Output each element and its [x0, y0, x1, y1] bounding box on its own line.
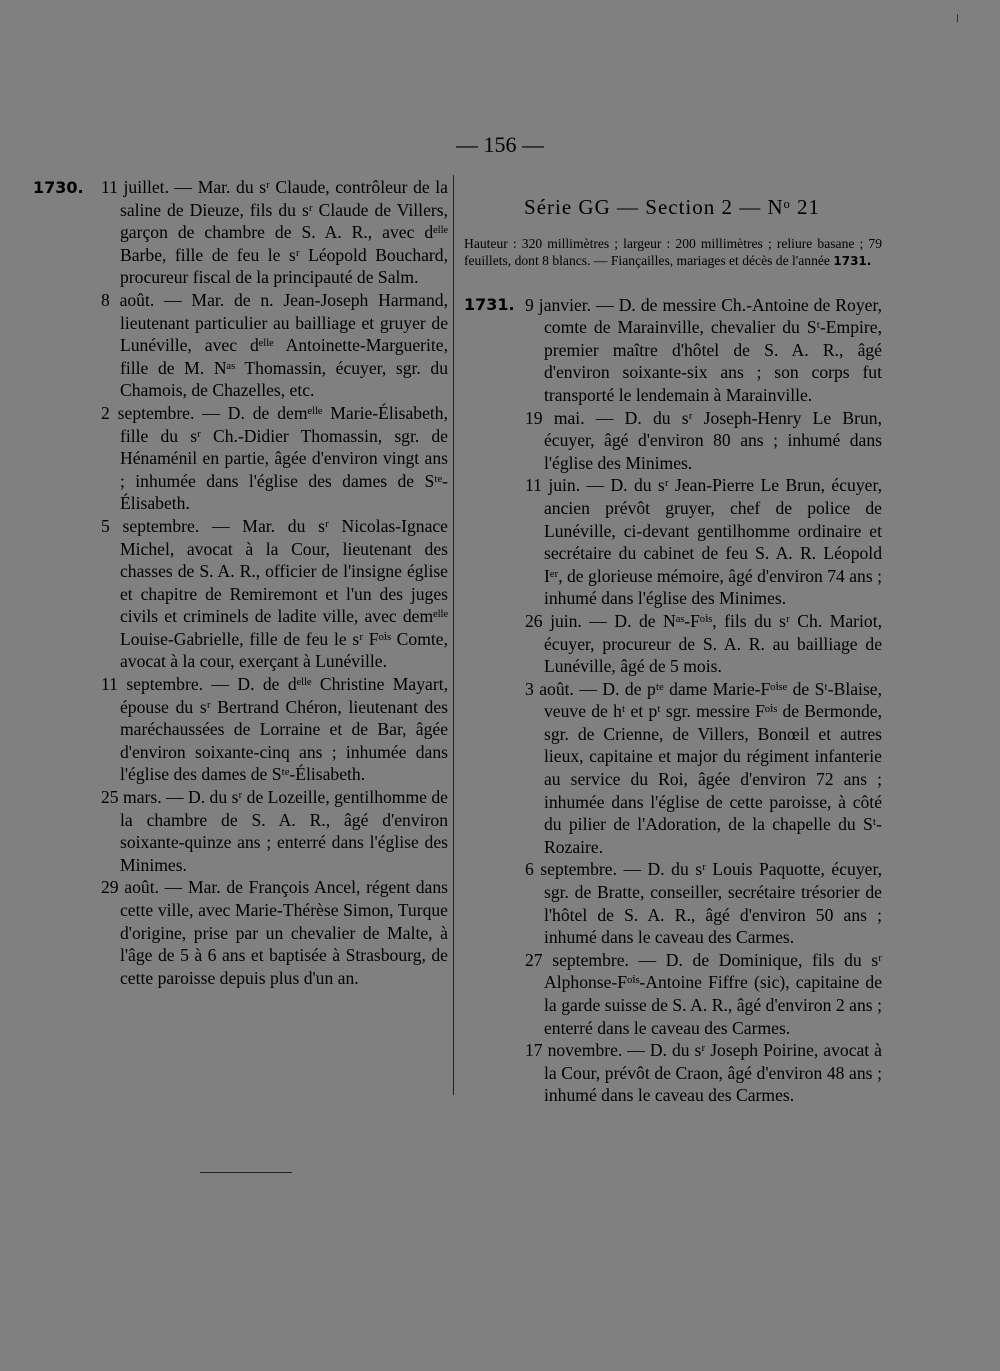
entry-text: 3 août. — D. de pᵗᵉ dame Marie-Fᵒⁱˢᵉ de Sᵗ-Blaise, veuve de hᵗ et pᵗ sgr. messire Fᵒⁱˢ de Bermonde, sgr. de Crienne, de Villers, Bonœil et autres lieux, capitaine et major du régiment infanterie au service du Roi, âgée d'environ 72 ans ; inhumée dans l'église de cette paroisse, à côté du pilier de l'Adoration, de la chapelle du Sᵗ-Rozaire.	[525, 678, 882, 857]
entry	[462, 474, 882, 610]
right-column	[462, 196, 882, 1107]
register-description	[462, 235, 882, 270]
entry	[0, 176, 448, 289]
entry-text: 17 novembre. — D. du sʳ Joseph Poirine, avocat à la Cour, prévôt de Craon, âgé d'environ 48 ans ; inhumé dans le caveau des Carmes.	[525, 1040, 882, 1106]
entry-text: 25 mars. — D. du sʳ de Lozeille, gentilhomme de la chambre de S. A. R., âgé d'environ soixante-quinze ans ; enterré dans l'église des Minimes.	[101, 787, 448, 875]
description-year: 1731.	[833, 253, 872, 268]
entry	[0, 673, 448, 786]
entry	[462, 294, 882, 407]
entry	[0, 289, 448, 402]
entry-text: 19 mai. — D. du sʳ Joseph-Henry Le Brun, écuyer, âgé d'environ 80 ans ; inhumé dans l'église des Minimes.	[525, 407, 882, 473]
entry-text: 2 septembre. — D. de demᵉˡˡᵉ Marie-Élisabeth, fille du sʳ Ch.-Didier Thomassin, sgr. de Hénaménil en partie, âgée d'environ vingt ans ; inhumée dans l'église des dames de Sᵗᵉ-Élisabeth.	[101, 402, 448, 514]
left-column	[0, 176, 448, 989]
entry	[462, 610, 882, 678]
entry	[0, 515, 448, 673]
entry-text: 11 septembre. — D. de dᵉˡˡᵉ Christine Mayart, épouse du sʳ Bertrand Chéron, lieutenant des maréchaussées de Lorraine et de Bar, âgée d'environ soixante-cinq ans ; inhumée dans l'église des dames de Sᵗᵉ-Élisabeth.	[101, 674, 448, 785]
entry-text: 29 août. — Mar. de François Ancel, régent dans cette ville, avec Marie-Thérèse Simon, Turque d'origine, prise par un chevalier de Malte, à l'âge de 5 à 6 ans et baptisée à Strasbourg, de cette paroisse depuis plus d'un an.	[101, 877, 448, 988]
entry	[0, 876, 448, 989]
column-divider	[453, 175, 454, 1095]
entry-text: 11 juin. — D. du sʳ Jean-Pierre Le Brun, écuyer, ancien prévôt gruyer, chef de police de Lunéville, ci-devant gentilhomme ordinaire et secrétaire du cabinet de feu S. A. R. Léopold Iᵉʳ, de glorieuse mémoire, âgé d'environ 74 ans ; inhumé dans l'église des Minimes.	[525, 475, 882, 609]
entry	[0, 402, 448, 515]
entry	[462, 407, 882, 475]
entry	[462, 678, 882, 859]
entry	[462, 949, 882, 1039]
entry-text: 5 septembre. — Mar. du sʳ Nicolas-Ignace Michel, avocat à la Cour, lieutenant des chasses de S. A. R., officier de l'insigne église et chapitre de Remiremont et l'un des juges civils et criminels de ladite ville, avec demᵉˡˡᵉ Louise-Gabrielle, fille de feu le sʳ Fᵒⁱˢ Comte, avocat à la cour, exerçant à Lunéville.	[101, 515, 448, 672]
entry-text: 6 septembre. — D. du sʳ Louis Paquotte, écuyer, sgr. de Bratte, conseiller, secrétaire trésorier de l'hôtel de S. A. R., âgé d'environ 50 ans ; inhumé dans le caveau des Carmes.	[525, 859, 882, 948]
margin-mark	[957, 14, 958, 22]
entry-year: 1730.	[33, 178, 84, 197]
description-text: Hauteur : 320 millimètres ; largeur : 200 millimètres ; reliure basane ; 79 feuillets, dont 8 blancs. — Fiançailles, mariages et décès de l'année	[464, 235, 882, 268]
entry	[0, 786, 448, 876]
entry-text: 26 juin. — D. de Nᵃˢ-Fᵒⁱˢ, fils du sʳ Ch. Mariot, écuyer, procureur de S. A. R. au bailliage de Lunéville, âgé de 5 mois.	[525, 610, 882, 677]
entry-text: 11 juillet. — Mar. du sʳ Claude, contrôleur de la saline de Dieuze, fils du sʳ Claude de Villers, garçon de chambre de S. A. R., avec dᵉˡˡᵉ Barbe, fille de feu le sʳ Léopold Bouchard, procureur fiscal de la principauté de Salm.	[101, 177, 448, 288]
page-number	[0, 132, 1000, 158]
end-rule	[200, 1172, 292, 1173]
entry-text: 9 janvier. — D. de messire Ch.-Antoine de Royer, comte de Marainville, chevalier du Sᵗ-Empire, premier maître d'hôtel de S. A. R., âgé d'environ soixante-six ans ; son corps fut transporté le lendemain à Marainville.	[525, 294, 882, 405]
entry	[462, 858, 882, 948]
series-title: Série GG — Section 2 — Nᵒ 21	[524, 195, 820, 219]
entry-text: 27 septembre. — D. de Dominique, fils du sʳ Alphonse-Fᵒⁱˢ-Antoine Fiffre (sic), capitaine de la garde suisse de S. A. R., âgé d'environ 2 ans ; enterré dans le caveau des Carmes.	[525, 949, 882, 1038]
entry	[462, 1039, 882, 1107]
page-number-text: — 156 —	[456, 132, 544, 157]
entry-year: 1731.	[464, 294, 515, 314]
entry-text: 8 août. — Mar. de n. Jean-Joseph Harmand, lieutenant particulier au bailliage et gruyer de Lunéville, avec dᵉˡˡᵉ Antoinette-Marguerite, fille de M. Nᵃˢ Thomassin, écuyer, sgr. du Chamois, de Chazelles, etc.	[101, 289, 448, 401]
